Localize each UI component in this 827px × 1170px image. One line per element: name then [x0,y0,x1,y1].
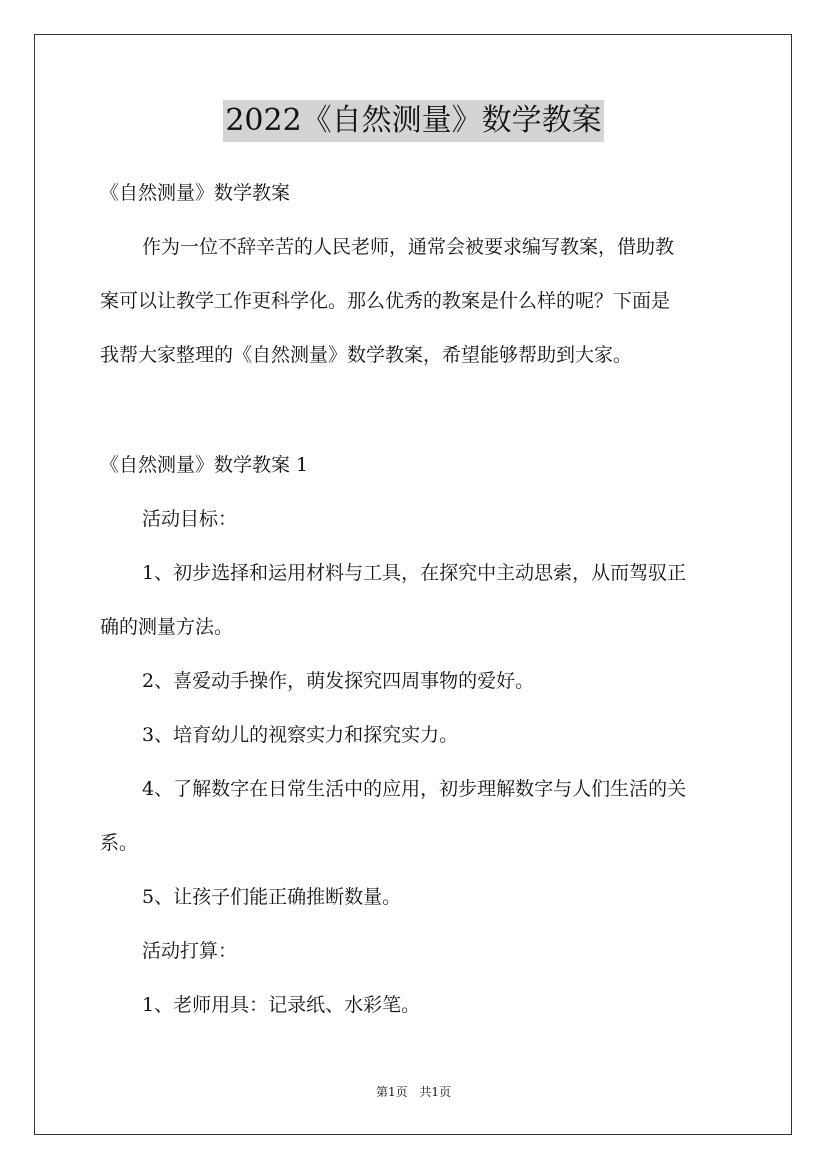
paragraph-line: 活动打算： [142,940,238,962]
paragraph-line: 1、初步选择和运用材料与工具，在探究中主动思索，从而驾驭正 [142,562,687,584]
page-number: 第1页 [375,1085,408,1099]
paragraph-line: 我帮大家整理的《自然测量》数学教案，希望能够帮助到大家。 [100,344,633,366]
paragraph-line: 5、让孩子们能正确推断数量。 [142,886,402,908]
document-title: 2022《自然测量》数学教案 [223,100,603,142]
paragraph-line: 案可以让教学工作更科学化。那么优秀的教案是什么样的呢？下面是 [100,290,671,312]
paragraph-line: 系。 [100,832,139,854]
page-total: 共1页 [419,1085,452,1099]
paragraph-line: 活动目标： [142,508,238,530]
paragraph-line: 2、喜爱动手操作，萌发探究四周事物的爱好。 [142,670,535,692]
paragraph-line: 3、培育幼儿的视察实力和探究实力。 [142,724,459,746]
page-footer [0,1084,827,1100]
paragraph-line: 作为一位不辞辛苦的人民老师，通常会被要求编写教案，借助教 [142,236,675,258]
title-container [0,100,827,142]
paragraph-line: 4、了解数字在日常生活中的应用，初步理解数字与人们生活的关 [142,778,687,800]
doc-heading: 《自然测量》数学教案 [100,182,291,204]
section-heading: 《自然测量》数学教案 1 [100,454,309,476]
paragraph-line: 1、老师用具：记录纸、水彩笔。 [142,994,421,1016]
paragraph-line: 确的测量方法。 [100,616,234,638]
